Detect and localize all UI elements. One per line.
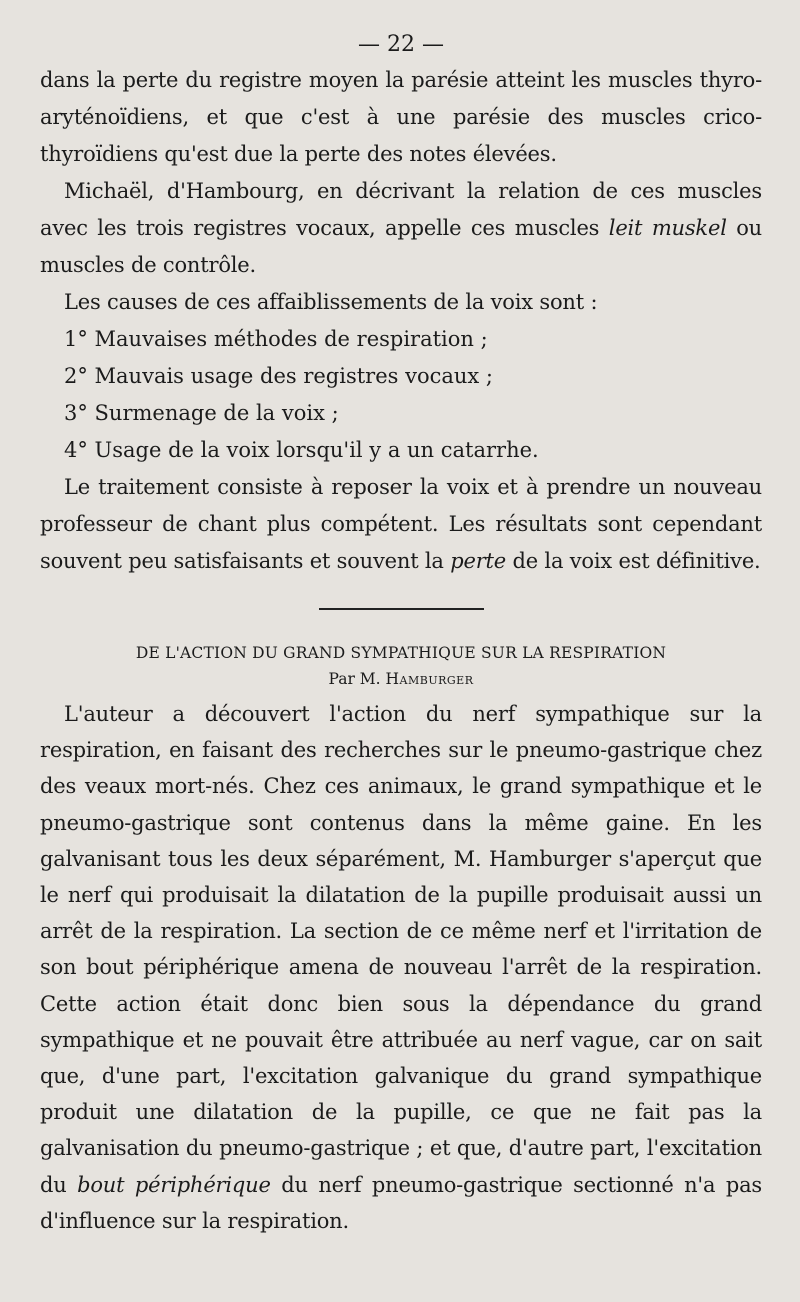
paragraph-text: du nerf pneumo-gastrique sectionné n'a pas d'influence sur la respiration. — [40, 1172, 763, 1233]
paragraph-hamburger — [40, 696, 762, 1239]
section-title: DE L'ACTION DU GRAND SYMPATHIQUE SUR LA RESPIRATION — [135, 644, 667, 662]
paragraph-michael — [40, 173, 762, 284]
paragraph-text: de la voix est définitive. — [506, 549, 761, 573]
italic-term: leit muskel — [608, 216, 727, 240]
section-byline — [40, 666, 762, 692]
paragraph-text: dans la perte du registre moyen la parésie atteint les muscles thyro-aryténoïdiens, et que c'est à une parésie des muscles crico-thyroïdiens qu'est due la perte des notes élevées. — [40, 68, 762, 166]
page-number: — 22 — — [358, 32, 444, 57]
italic-term: perte — [450, 549, 507, 573]
paragraph-text: Michaël, d'Hambourg, en décrivant la relation de ces muscles avec les trois registres vocaux, appelle ces muscles — [40, 179, 762, 240]
section-divider — [319, 608, 484, 610]
list-item: 2° Mauvais usage des registres vocaux ; — [64, 364, 493, 388]
paragraph-text: ou muscles de contrôle. — [40, 216, 763, 277]
list-item: 4° Usage de la voix lorsqu'il y a un catarrhe. — [64, 438, 539, 462]
paragraph-treatment — [40, 469, 762, 580]
paragraph-continuation — [40, 62, 762, 173]
paragraph-causes-intro: Les causes de ces affaiblissements de la voix sont : — [64, 290, 598, 314]
paragraph-text: L'auteur a découvert l'action du nerf sympathique sur la respiration, en faisant des recherches sur le pneumo-gastrique chez des veaux mort-nés. Chez ces animaux, le grand sympathique et le pneumo-gastrique sont contenus dans la même gaine. En les galvanisant tous les deux séparément, M. Hamburger s'aperçut que le nerf qui produisait la dilatation de la pupille produisait aussi un arrêt de la respiration. La section de ce même nerf et l'irritation de son bout périphérique amena de nouveau l'arrêt de la respiration. Cette action était donc bien sous la dépendance du grand sympathique et ne pouvait être attribuée au nerf vague, car on sait que, d'une part, l'excitation galvanique du grand sympathique produit une dilatation de la pupille, ce que ne fait pas la galvanisation du pneumo-gastrique ; et que, d'autre part, l'excitation du — [40, 702, 762, 1197]
section-body — [40, 696, 762, 1239]
byline-prefix: Par M. — [328, 670, 386, 688]
author-name: Hamburger — [385, 670, 474, 688]
list-item: 1° Mauvaises méthodes de respiration ; — [64, 327, 488, 351]
italic-term: bout périphérique — [77, 1172, 271, 1197]
causes-list — [40, 321, 762, 469]
list-item: 3° Surmenage de la voix ; — [64, 401, 339, 425]
paragraph-text: Le traitement consiste à reposer la voix et à prendre un nouveau professeur de chant plus compétent. Les résultats sont cependant souvent peu satisfaisants et souvent la — [40, 475, 762, 573]
